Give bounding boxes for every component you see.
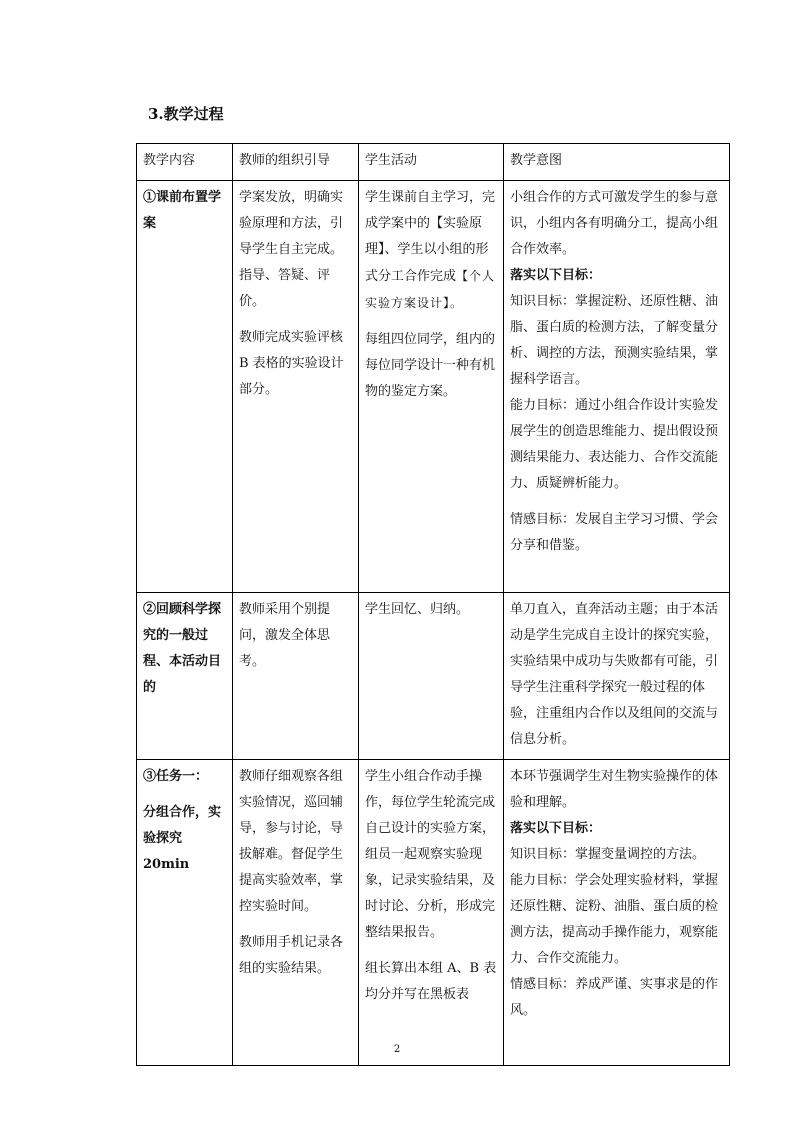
row1-intent-title: 落实以下目标： [510,268,602,283]
row2-content: ②回顾科学探究的一般过程、本活动目的 [137,593,233,760]
row3-teacher [233,760,359,1066]
row3-intent-intro: 本环节强调学生对生物实验操作的体验和理解。 [510,769,719,810]
row1-student-note: 【个人实验方案设计】。 [365,269,496,310]
row3-student [359,760,504,1066]
row3-content-duration: 20min [143,857,190,872]
teaching-process-table [136,143,730,1066]
column-header-content: 教学内容 [137,144,233,181]
table-row [137,760,730,1066]
column-header-student: 学生活动 [359,144,504,181]
row2-student: 学生回忆、归纳。 [359,593,504,760]
row1-intent-ability: 能力目标：通过小组合作设计实验发展学生的创造思维能力、提出假设预测结果能力、表达能力、合作交流能力、质疑辨析能力。 [510,398,719,491]
row3-intent-ability: 能力目标：学会处理实验材料，掌握还原性糖、淀粉、油脂、蛋白质的检测方法，提高动手操作能力，观察能力、合作交流能力。 [510,873,719,966]
row1-student-p1: 学生课前自主学习，完成学案中的【实验原理】、学生以小组的形式分工合作完成【个人实验方案设计】。 [365,190,496,310]
row3-intent [504,760,730,1066]
table-row [137,593,730,760]
row3-intent-title: 落实以下目标： [510,821,602,836]
column-header-teacher: 教师的组织引导 [233,144,359,181]
row1-student-p2: 每组四位同学，组内的每位同学设计一种有机物的鉴定方案。 [365,332,496,399]
row3-intent-knowledge: 知识目标：掌握变量调控的方法。 [510,847,706,862]
row1-intent-knowledge: 知识目标：掌握淀粉、还原性糖、油脂、蛋白质的检测方法，了解变量分析、调控的方法，预测实验结果，掌握科学语言。 [510,294,719,387]
row1-intent [504,181,730,593]
row2-intent: 单刀直入，直奔活动主题；由于本活动是学生完成自主设计的探究实验，实验结果中成功与失败都有可能，引导学生注重科学探究一般过程的体验，注重组内合作以及组间的交流与信息分析。 [504,593,730,760]
row3-content-label: ③任务一： [143,769,209,784]
row3-teacher-p2: 教师用手机记录各组的实验结果。 [239,935,344,976]
row1-teacher-p1: 学案发放，明确实验原理和方法，引导学生自主完成。指导、答疑、评价。 [239,190,344,309]
row2-teacher: 教师采用个别提问，激发全体思考。 [233,593,359,760]
row1-intent-emotion: 情感目标：发展自主学习习惯、学会分享和借鉴。 [510,512,719,553]
page-number: 2 [393,1044,401,1055]
column-header-intent: 教学意图 [504,144,730,181]
row1-intent-intro: 小组合作的方式可激发学生的参与意识，小组内各有明确分工，提高小组合作效率。 [510,190,719,257]
row3-content-title: 分组合作，实验探究 [143,805,222,846]
row3-student-p2: 组长算出本组 A、B 表均分并写在黑板表 [365,961,497,1002]
row3-teacher-p1: 教师仔细观察各组实验情况，巡回辅导，参与讨论，导拔解难。督促学生提高实验效率，掌控实验时间。 [239,769,344,914]
row1-student [359,181,504,593]
row3-content [137,760,233,1066]
table-row [137,181,730,593]
row1-teacher [233,181,359,593]
row3-student-p1: 学生小组合作动手操作，每位学生轮流完成自己设计的实验方案，组员一起观察实验现象，记录实验结果，及时讨论、分析，形成完整结果报告。 [365,769,496,940]
table-header-row [137,144,730,181]
section-heading: 3.教学过程 [148,105,224,123]
row3-intent-emotion: 情感目标：养成严谨、实事求是的作风。 [510,977,719,1018]
row1-teacher-p2: 教师完成实验评核 B 表格的实验设计部分。 [239,330,344,397]
row1-content: ①课前布置学案 [137,181,233,593]
